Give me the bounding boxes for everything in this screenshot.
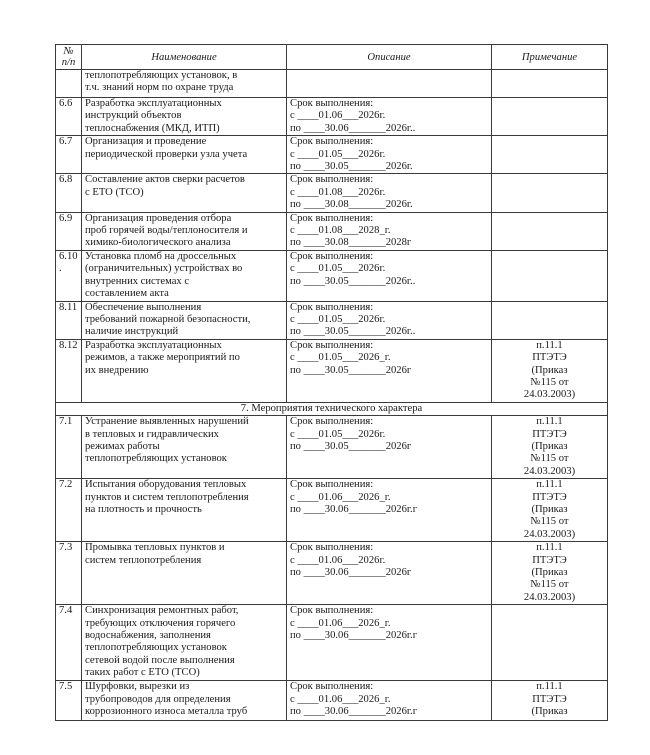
row-note [492,136,608,174]
row-name-text: Шурфовки, вырезки из трубопроводов для определения коррозионного износа металла труб [85,681,248,718]
row-description-text: Срок выполнения: с ____01.05___2026_г. по ____30.05_______2026г [290,339,412,376]
rows-top [56,70,608,403]
table-row [56,98,608,136]
table-row [56,339,608,402]
row-name [82,681,287,721]
row-note [492,174,608,212]
row-description [287,416,492,479]
row-number [56,212,82,250]
header-note: Примечание [492,45,608,70]
row-note [492,301,608,339]
row-note [492,542,608,605]
row-note [492,416,608,479]
row-number-text: 8.12 [59,339,78,351]
table-row [56,416,608,479]
row-note-text: п.11.1 ПТЭТЭ (Приказ №115 от 24.03.2003) [523,542,576,603]
row-note-text: п.11.1 ПТЭТЭ (Приказ №115 от 24.03.2003) [523,416,576,477]
row-number [56,136,82,174]
header-description: Описание [287,45,492,70]
row-note-text: п.11.1 ПТЭТЭ (Приказ №115 от 24.03.2003) [523,339,576,401]
row-description [287,174,492,212]
row-number [56,301,82,339]
row-description [287,479,492,542]
row-description-text: Срок выполнения: с ____01.06___2026г. по ____30.06_______2026г [290,542,412,579]
row-number-text: 8.11 [59,301,78,313]
table-row [56,605,608,681]
row-name-text: Устранение выявленных нарушений в тепловых и гидравлических режимах работы теплопотребляющих установок [85,416,249,465]
table-row [56,681,608,721]
row-description-text: Срок выполнения: с ____01.06___2026_г. по ____30.06_______2026г.г [290,681,418,718]
row-number [56,605,82,681]
row-note [492,212,608,250]
table-row [56,301,608,339]
row-description-text: Срок выполнения: с ____01.06___2026_г. по ____30.06_______2026г.г [290,479,418,515]
section-row [56,402,608,415]
row-name [82,542,287,605]
row-note [492,70,608,98]
row-number [56,70,82,98]
row-description-text: Срок выполнения: с ____01.05___2026г. по ____30.05_______2026г [290,416,412,452]
row-name-text: Промывка тепловых пунктов и систем теплопотребления [85,542,225,566]
row-note [492,681,608,721]
row-description [287,98,492,136]
row-description [287,250,492,301]
table-header-row [56,45,608,70]
table-row [56,70,608,98]
row-description-text: Срок выполнения: с ____01.05___2026г. по ____30.05_______2026г. [290,136,413,173]
row-number [56,98,82,136]
row-description [287,70,492,98]
row-number [56,479,82,542]
measures-table [55,44,608,721]
row-description-text: Срок выполнения: с ____01.05___2026г. по ____30.05_______2026г.. [290,250,416,287]
table-row [56,250,608,301]
row-number-text: 7.1 [59,416,73,428]
table-row [56,212,608,250]
row-name [82,416,287,479]
row-name [82,212,287,250]
row-number-text: 6.10 . [59,250,78,275]
row-name [82,339,287,402]
row-description [287,301,492,339]
row-note-text: п.11.1 ПТЭТЭ (Приказ [531,681,568,718]
row-note [492,479,608,542]
row-name-text: Установка пломб на дроссельных (ограничительных) устройствах во внутренних системах с составлением акта [85,250,243,300]
row-number-text: 6.8 [59,174,73,186]
row-description [287,605,492,681]
row-description [287,542,492,605]
row-name-text: Организация проведения отбора проб горячей воды/теплоносителя и химико-биологического анализа [85,212,248,249]
row-name-text: Обеспечение выполнения требований пожарной безопасности, наличие инструкций [85,301,251,338]
row-number-text: 6.9 [59,212,73,224]
row-number [56,542,82,605]
row-name [82,301,287,339]
row-name [82,70,287,98]
row-name-text: Организация и проведение периодической проверки узла учета [85,136,248,160]
row-number [56,250,82,301]
row-note [492,98,608,136]
row-number [56,681,82,721]
row-description-text: Срок выполнения: с ____01.08___2028_г. по ____30.08_______2028г [290,212,412,249]
row-name-text: теплопотребляющих установок, в т.ч. знаний норм по охране труда [85,70,238,94]
row-name [82,605,287,681]
header-name: Наименование [82,45,287,70]
row-name-text: Испытания оборудования тепловых пунктов и систем теплопотребления на плотность и прочность [85,479,249,515]
row-name-text: Разработка эксплуатационных инструкций объектов теплоснабжения (МКД, ИТП) [85,98,222,134]
row-description [287,681,492,721]
row-name [82,136,287,174]
row-description-text: Срок выполнения: с ____01.08___2026г. по ____30.08_______2026г. [290,174,413,211]
row-description-text: Срок выполнения: с ____01.06___2026г. по ____30.06_______2026г.. [290,98,416,134]
row-name-text: Составление актов сверки расчетов с ЕТО (ТСО) [85,174,245,198]
row-number [56,339,82,402]
row-note [492,250,608,301]
row-description-text: Срок выполнения: с ____01.05___2026г. по ____30.05_______2026г.. [290,301,416,338]
header-num: № п/п [56,45,82,70]
row-description [287,136,492,174]
table-row [56,136,608,174]
table-row [56,542,608,605]
row-number-text: 7.5 [59,681,73,693]
row-number-text: 7.2 [59,479,73,491]
row-description [287,339,492,402]
row-number [56,416,82,479]
row-name-text: Синхронизация ремонтных работ, требующих отключения горячего водоснабжения, заполнения теплопотребляющих установок сетевой водой после выполнения таких работ с ЕТО (ТСО) [85,605,239,679]
section-title: 7. Мероприятия технического характера [56,402,608,415]
row-number-text: 7.4 [59,605,73,617]
row-note-text: п.11.1 ПТЭТЭ (Приказ №115 от 24.03.2003) [523,479,576,540]
row-name [82,174,287,212]
row-number-text: 6.6 [59,98,73,109]
row-number [56,174,82,212]
row-note [492,339,608,402]
row-description [287,212,492,250]
row-name [82,479,287,542]
table-row [56,174,608,212]
row-description-text: Срок выполнения: с ____01.06___2026_г. по ____30.06_______2026г.г [290,605,418,642]
rows-bottom [56,416,608,721]
row-note [492,605,608,681]
section-block [56,402,608,415]
row-number-text: 7.3 [59,542,73,554]
table-row [56,479,608,542]
row-name [82,250,287,301]
row-name [82,98,287,136]
row-name-text: Разработка эксплуатационных режимов, а также мероприятий по их внедрению [85,339,240,376]
row-number-text: 6.7 [59,136,73,148]
